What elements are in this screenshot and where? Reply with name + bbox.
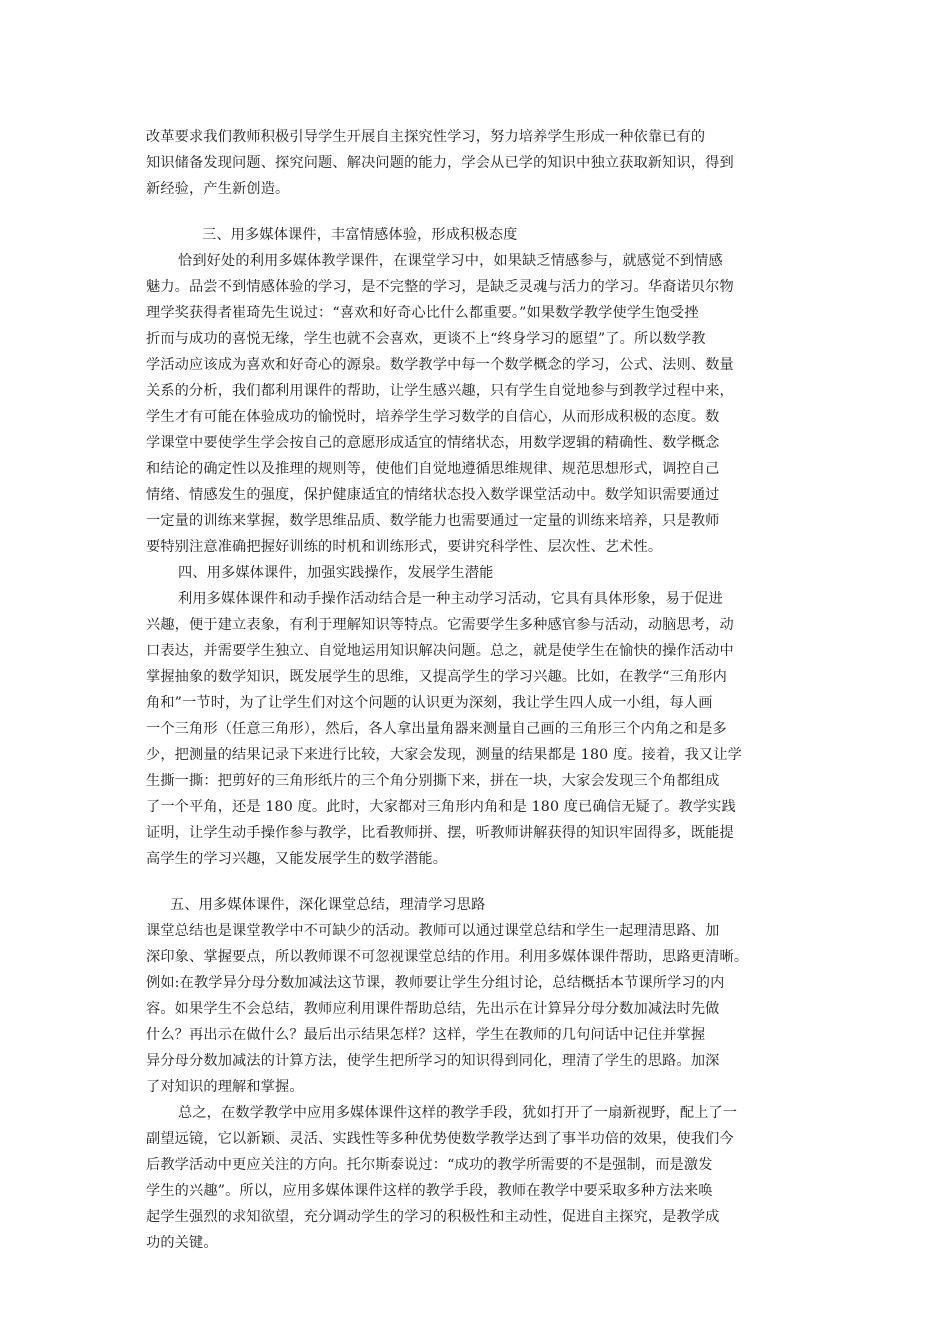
paragraph-line: 一定量的训练来掌握，数学思维品质、数学能力也需要通过一定量的训练来培养，只是教师: [146, 513, 720, 529]
paragraph-line: 兴趣，便于建立表象，有利于理解知识等特点。它需要学生多种感官参与活动，动脑思考，动: [146, 617, 734, 633]
paragraph-line: 折而与成功的喜悦无缘，学生也就不会喜欢，更谈不上“终身学习的愿望”了。所以数学教: [146, 331, 706, 347]
paragraph-line: 什么？再出示在做什么？最后出示结果怎样？这样，学生在教师的几句问话中记住并掌握: [146, 1027, 706, 1043]
paragraph-line: 口表达，并需要学生独立、自觉地运用知识解决问题。总之，就是使学生在愉快的操作活动中: [146, 643, 734, 659]
paragraph-line: 关系的分析，我们都利用课件的帮助，让学生感兴趣，只有学生自觉地参与到教学过程中来，: [146, 383, 734, 399]
paragraph-line: 要特别注意准确把握好训练的时机和训练形式，要讲究科学性、层次性、艺术性。: [146, 539, 663, 555]
paragraph-line: 一个三角形（任意三角形），然后，各人拿出量角器来测量自己画的三角形三个内角之和是多: [146, 721, 727, 737]
section-heading: 五、用多媒体课件，深化课堂总结，理清学习思路: [170, 897, 486, 913]
paragraph-line: 学生才有可能在体验成功的愉悦时，培养学生学习数学的自信心，从而形成积极的态度。数: [146, 409, 720, 425]
paragraph-line: 改革要求我们教师积极引导学生开展自主探究性学习，努力培养学生形成一种依靠已有的: [146, 129, 706, 145]
paragraph-line: 掌握抽象的数学知识，既发展学生的思维，又提高学生的学习兴趣。比如，在教学“三角形内: [146, 669, 727, 685]
paragraph-line: 异分母分数加减法的计算方法，使学生把所学习的知识得到同化，理清了学生的思路。加深: [146, 1053, 720, 1069]
paragraph-line: 容。如果学生不会总结，教师应利用课件帮助总结，先出示在计算异分母分数加减法时先做: [146, 1001, 720, 1017]
paragraph-line: 副望远镜，它以新颖、灵活、实践性等多种优势使数学教学达到了事半功倍的效果，使我们今: [146, 1131, 734, 1147]
paragraph-line: 恰到好处的利用多媒体教学课件，在课堂学习中，如果缺乏情感参与，就感觉不到情感: [178, 253, 723, 269]
paragraph-line: 例如:在教学异分母分数加减法这节课，教师要让学生分组讨论，总结概括本节课所学习的内: [146, 975, 725, 991]
paragraph-line: 知识储备发现问题、探究问题、解决问题的能力，学会从已学的知识中独立获取新知识，得到: [146, 155, 734, 171]
paragraph-line: 高学生的学习兴趣，又能发展学生的数学潜能。: [146, 851, 448, 867]
section-heading: 三、用多媒体课件，丰富情感体验，形成积极态度: [202, 227, 518, 243]
paragraph-line: 了对知识的理解和掌握。: [146, 1079, 304, 1095]
paragraph-line: 课堂总结也是课堂教学中不可缺少的活动。教师可以通过课堂总结和学生一起理清思路、加: [146, 923, 720, 939]
paragraph-line: 理学奖获得者崔琦先生说过：“喜欢和好奇心比什么都重要。”如果数学教学使学生饱受挫: [146, 305, 699, 321]
paragraph-line: 利用多媒体课件和动手操作活动结合是一种主动学习活动，它具有具体形象，易于促进: [178, 591, 723, 607]
paragraph-line: 学活动应该成为喜欢和好奇心的源泉。数学教学中每一个数学概念的学习，公式、法则、数量: [146, 357, 734, 373]
paragraph-line: 功的关键。: [146, 1235, 218, 1251]
paragraph-line: 和结论的确定性以及推理的规则等，使他们自觉地遵循思维规律、规范思想形式，调控自己: [146, 461, 720, 477]
paragraph-line: 了一个平角，还是 180 度。此时，大家都对三角形内角和是 180 度已确信无疑了。教学实践: [146, 799, 736, 815]
paragraph-line: 角和”一节时，为了让学生们对这个问题的认识更为深刻，我让学生四人成一小组，每人画: [146, 695, 713, 711]
paragraph-line: 证明，让学生动手操作参与教学，比看教师拼、摆，听教师讲解获得的知识牢固得多，既能提: [146, 825, 734, 841]
paragraph-line: 学生的兴趣”。所以，应用多媒体课件这样的教学手段，教师在教学中要采取多种方法来唤: [146, 1183, 713, 1199]
paragraph-line: 情绪、情感发生的强度，保护健康适宜的情绪状态投入数学课堂活动中。数学知识需要通过: [146, 487, 720, 503]
section-heading: 四、用多媒体课件，加强实践操作，发展学生潜能: [178, 565, 494, 581]
paragraph-line: 少，把测量的结果记录下来进行比较，大家会发现，测量的结果都是 180 度。接着，我又让学: [146, 747, 743, 763]
paragraph-line: 总之，在数学教学中应用多媒体课件这样的教学手段，犹如打开了一扇新视野，配上了一: [178, 1105, 738, 1121]
paragraph-line: 学课堂中要使学生学会按自己的意愿形成适宜的情绪状态，用数学逻辑的精确性、数学概念: [146, 435, 720, 451]
paragraph-line: 起学生强烈的求知欲望，充分调动学生的学习的积极性和主动性，促进自主探究，是教学成: [146, 1209, 720, 1225]
paragraph-line: 生撕一撕：把剪好的三角形纸片的三个角分别撕下来，拼在一块，大家会发现三个角都组成: [146, 773, 720, 789]
paragraph-line: 后教学活动中更应关注的方向。托尔斯泰说过：“成功的教学所需要的不是强制，而是激发: [146, 1157, 713, 1173]
paragraph-line: 深印象、掌握要点，所以教师课不可忽视课堂总结的作用。利用多媒体课件帮助，思路更清晰。: [146, 949, 749, 965]
paragraph-line: 魅力。品尝不到情感体验的学习，是不完整的学习，是缺乏灵魂与活力的学习。华裔诺贝尔物: [146, 279, 734, 295]
paragraph-line: 新经验，产生新创造。: [146, 181, 290, 197]
